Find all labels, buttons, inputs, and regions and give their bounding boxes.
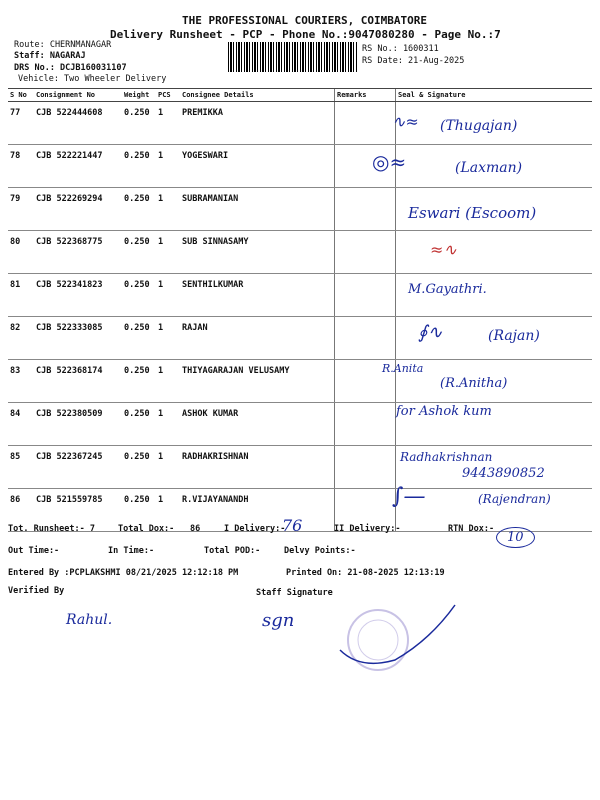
cell-consignee: PREMIKKA <box>180 102 335 145</box>
col-remarks: Remarks <box>335 89 396 102</box>
cell-remarks <box>335 446 396 489</box>
cell-remarks <box>335 317 396 360</box>
sign-row86: (Rajendran) <box>478 492 551 506</box>
sign-row83b: (R.Anitha) <box>440 376 508 391</box>
table-row <box>8 274 592 317</box>
cell-consignee: SUB SINNASAMY <box>180 231 335 274</box>
scribble-row77: ∿≈ <box>392 112 419 131</box>
total-dox-value: 86 <box>190 524 201 534</box>
cell-pcs: 1 <box>156 102 180 145</box>
staff-signature-label: Staff Signature <box>256 588 333 598</box>
i-delivery-label: I Delivery:- <box>224 524 286 534</box>
rs-number: RS No.: 1600311 <box>362 44 439 54</box>
cell-consignment: CJB 521559785 <box>34 489 122 532</box>
cell-consignee: YOGESWARI <box>180 145 335 188</box>
cell-sno: 79 <box>8 188 34 231</box>
cell-consignment: CJB 522368775 <box>34 231 122 274</box>
stamp-inner-circle <box>358 620 398 660</box>
scribble-row86: ∫— <box>392 484 426 509</box>
drs-number: DRS No.: DCJB160031107 <box>14 63 127 73</box>
sign-row78: (Laxman) <box>455 160 523 176</box>
cell-pcs: 1 <box>156 403 180 446</box>
col-sno: S No <box>8 89 34 102</box>
cell-pcs: 1 <box>156 489 180 532</box>
cell-sno: 80 <box>8 231 34 274</box>
cell-sno: 82 <box>8 317 34 360</box>
cell-pcs: 1 <box>156 360 180 403</box>
cell-consignment: CJB 522341823 <box>34 274 122 317</box>
sign-row82: (Rajan) <box>488 328 540 344</box>
cell-weight: 0.250 <box>122 102 156 145</box>
scribble-row78: ◎≈ <box>372 150 407 174</box>
cell-remarks <box>335 102 396 145</box>
cell-sno: 78 <box>8 145 34 188</box>
cell-consignee: R.VIJAYANANDH <box>180 489 335 532</box>
cell-seal <box>396 231 593 274</box>
cell-consignment: CJB 522368174 <box>34 360 122 403</box>
i-delivery-handwritten: 76 <box>282 516 303 535</box>
vehicle-label: Vehicle: Two Wheeler Delivery <box>18 74 167 84</box>
cell-consignee: ASHOK KUMAR <box>180 403 335 446</box>
route-label: Route: CHERNMANAGAR <box>14 40 112 50</box>
pen-stroke <box>340 605 455 663</box>
cell-weight: 0.250 <box>122 188 156 231</box>
printed-on: Printed On: 21-08-2025 12:13:19 <box>286 568 445 578</box>
out-time: Out Time:- <box>8 546 60 556</box>
sign-row77: (Thugajan) <box>440 118 518 134</box>
cell-consignment: CJB 522444608 <box>34 102 122 145</box>
cell-consignment: CJB 522367245 <box>34 446 122 489</box>
sign-row84: for Ashok kum <box>396 404 492 419</box>
total-pod: Total POD:- <box>204 546 261 556</box>
col-consignment: Consignment No <box>34 89 122 102</box>
cell-sno: 86 <box>8 489 34 532</box>
cell-sno: 81 <box>8 274 34 317</box>
cell-weight: 0.250 <box>122 231 156 274</box>
table-row <box>8 403 592 446</box>
cell-consignment: CJB 522333085 <box>34 317 122 360</box>
sign-row85a: Radhakrishnan <box>400 450 493 464</box>
total-dox-label: Total Dox:- <box>118 524 175 534</box>
rs-date: RS Date: 21-Aug-2025 <box>362 56 465 66</box>
table-row <box>8 231 592 274</box>
scribble-row82: ∮∿ <box>418 322 443 343</box>
cell-weight: 0.250 <box>122 403 156 446</box>
col-weight: Weight <box>122 89 156 102</box>
ii-delivery-label: II Delivery:- <box>334 524 401 534</box>
stamp-circle <box>348 610 408 670</box>
runsheet-subtitle: Delivery Runsheet - PCP - Phone No.:9047080280 - Page No.:7 <box>110 28 501 41</box>
cell-pcs: 1 <box>156 188 180 231</box>
cell-consignment: CJB 522380509 <box>34 403 122 446</box>
cell-pcs: 1 <box>156 317 180 360</box>
col-consignee: Consignee Details <box>180 89 335 102</box>
cell-sno: 83 <box>8 360 34 403</box>
cell-weight: 0.250 <box>122 446 156 489</box>
cell-pcs: 1 <box>156 446 180 489</box>
cell-consignee: THIYAGARAJAN VELUSAMY <box>180 360 335 403</box>
staff-signature: sgn <box>262 610 295 631</box>
cell-remarks <box>335 231 396 274</box>
company-title: THE PROFESSIONAL COURIERS, COIMBATORE <box>182 14 428 27</box>
cell-consignee: RAJAN <box>180 317 335 360</box>
sign-row79: Eswari (Escoom) <box>408 204 537 222</box>
cell-consignment: CJB 522269294 <box>34 188 122 231</box>
cell-consignee: SENTHILKUMAR <box>180 274 335 317</box>
cell-weight: 0.250 <box>122 360 156 403</box>
cell-remarks <box>335 188 396 231</box>
sign-row81: M.Gayathri. <box>408 282 487 297</box>
scribble-row80: ≈∿ <box>430 240 457 259</box>
cell-weight: 0.250 <box>122 274 156 317</box>
delvy-points: Delvy Points:- <box>284 546 356 556</box>
cell-weight: 0.250 <box>122 489 156 532</box>
cell-consignee: RADHAKRISHNAN <box>180 446 335 489</box>
cell-consignee: SUBRAMANIAN <box>180 188 335 231</box>
sign-row83a: R.Anita <box>382 362 424 375</box>
cell-consignment: CJB 522221447 <box>34 145 122 188</box>
cell-remarks <box>335 274 396 317</box>
cell-sno: 77 <box>8 102 34 145</box>
rtn-dox-label: RTN Dox:- <box>448 524 495 534</box>
verified-signature: Rahul. <box>66 612 113 628</box>
sign-row85b: 9443890852 <box>462 466 545 481</box>
in-time: In Time:- <box>108 546 155 556</box>
cell-sno: 85 <box>8 446 34 489</box>
cell-weight: 0.250 <box>122 317 156 360</box>
staff-label: Staff: NAGARAJ <box>14 51 86 61</box>
rtn-dox-handwritten: 10 <box>496 527 535 548</box>
cell-remarks <box>335 403 396 446</box>
col-seal-signature: Seal & Signature <box>396 89 593 102</box>
cell-pcs: 1 <box>156 231 180 274</box>
cell-sno: 84 <box>8 403 34 446</box>
tot-runsheet: Tot. Runsheet:- 7 <box>8 524 95 534</box>
cell-pcs: 1 <box>156 274 180 317</box>
entered-by: Entered By :PCPLAKSHMI 08/21/2025 12:12:18 PM <box>8 568 239 578</box>
cell-weight: 0.250 <box>122 145 156 188</box>
barcode-image <box>228 42 358 72</box>
col-pcs: PCS <box>156 89 180 102</box>
cell-pcs: 1 <box>156 145 180 188</box>
verified-by: Verified By <box>8 586 65 596</box>
